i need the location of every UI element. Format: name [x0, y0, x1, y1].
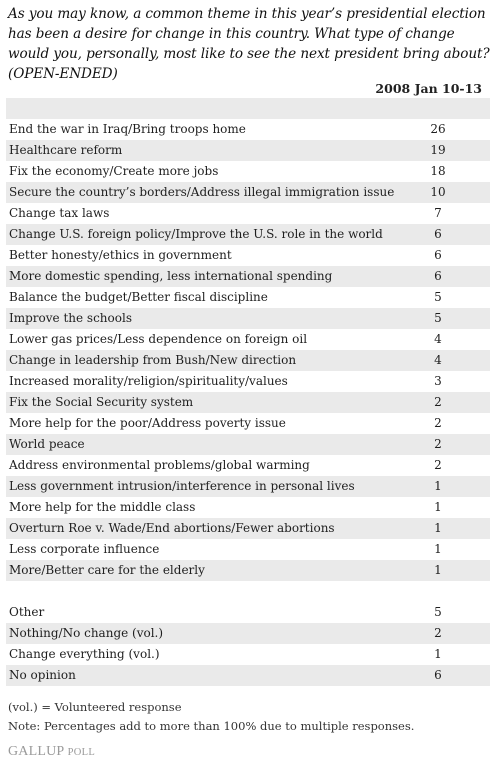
table-row — [6, 560, 490, 581]
table-row — [6, 224, 490, 245]
row-value: 6 — [434, 269, 442, 283]
row-label: More help for the middle class — [9, 500, 196, 514]
logo-brand: GALLUP — [8, 744, 64, 759]
other-rows — [6, 602, 490, 686]
table-row — [6, 455, 490, 476]
row-value: 1 — [434, 479, 442, 493]
table-row — [6, 161, 490, 182]
row-label: Address environmental problems/global warming — [9, 458, 310, 472]
row-label: Change everything (vol.) — [9, 647, 160, 661]
row-label: Better honesty/ethics in government — [9, 248, 232, 262]
row-label: Healthcare reform — [9, 143, 123, 157]
row-label: End the war in Iraq/Bring troops home — [9, 122, 246, 136]
row-label: Lower gas prices/Less dependence on foreign oil — [9, 332, 308, 346]
row-value: 1 — [434, 563, 442, 577]
row-value: 7 — [434, 206, 442, 220]
row-label: Nothing/No change (vol.) — [9, 626, 164, 640]
table-row — [6, 392, 490, 413]
row-value: 4 — [434, 332, 442, 346]
table-row — [6, 245, 490, 266]
table-row — [6, 665, 490, 686]
column-header-date: 2008 Jan 10-13 — [375, 81, 482, 96]
row-label: Overturn Roe v. Wade/End abortions/Fewer abortions — [9, 521, 335, 535]
row-value: 1 — [434, 647, 442, 661]
row-value: 1 — [434, 500, 442, 514]
row-value: 4 — [434, 353, 442, 367]
volunteered-note: (vol.) = Volunteered response — [8, 700, 182, 714]
table-row — [6, 602, 490, 623]
table-row — [6, 329, 490, 350]
row-label: Improve the schools — [9, 311, 132, 325]
table-row — [6, 434, 490, 455]
row-value: 2 — [434, 395, 442, 409]
row-label: More/Better care for the elderly — [9, 563, 205, 577]
row-value: 2 — [434, 416, 442, 430]
row-value: 1 — [434, 542, 442, 556]
table-row — [6, 350, 490, 371]
row-value: 18 — [430, 164, 446, 178]
table-row — [6, 287, 490, 308]
percentage-note: Note: Percentages add to more than 100% due to multiple responses. — [8, 719, 415, 733]
row-label: Change in leadership from Bush/New direction — [9, 353, 297, 367]
row-value: 5 — [434, 311, 442, 325]
table-row — [6, 476, 490, 497]
logo-poll: POLL — [67, 747, 96, 758]
row-label: Fix the economy/Create more jobs — [9, 164, 219, 178]
row-label: More domestic spending, less international spending — [9, 269, 333, 283]
row-value: 2 — [434, 458, 442, 472]
row-label: More help for the poor/Address poverty issue — [9, 416, 286, 430]
row-value: 5 — [434, 605, 442, 619]
table-row — [6, 644, 490, 665]
row-label: Fix the Social Security system — [9, 395, 194, 409]
row-value: 5 — [434, 290, 442, 304]
table-row — [6, 182, 490, 203]
row-label: Balance the budget/Better fiscal discipline — [9, 290, 268, 304]
row-value: 2 — [434, 437, 442, 451]
row-label: Secure the country’s borders/Address illegal immigration issue — [9, 185, 395, 199]
table-header-spacer-row — [6, 98, 490, 119]
footnotes — [8, 698, 490, 736]
table-row — [6, 371, 490, 392]
table-row — [6, 497, 490, 518]
row-label: Less corporate influence — [9, 542, 160, 556]
row-value: 6 — [434, 668, 442, 682]
row-label: Change U.S. foreign policy/Improve the U.S. role in the world — [9, 227, 383, 241]
table-row — [6, 413, 490, 434]
row-label: World peace — [9, 437, 85, 451]
row-value: 6 — [434, 248, 442, 262]
table-row — [6, 518, 490, 539]
row-label: Other — [9, 605, 45, 619]
row-value: 26 — [430, 122, 446, 136]
row-value: 3 — [434, 374, 442, 388]
gallup-poll-logo — [8, 744, 95, 760]
row-value: 10 — [430, 185, 446, 199]
row-value: 2 — [434, 626, 442, 640]
section-spacer — [6, 581, 490, 602]
row-label: Less government intrusion/interference in personal lives — [9, 479, 355, 493]
table-row — [6, 308, 490, 329]
table-row — [6, 539, 490, 560]
row-value: 19 — [430, 143, 446, 157]
survey-question: As you may know, a common theme in this year’s presidential election has been a desire for change in this country. What type of change would you, personally, most like to see the next president bring about? (OPEN-ENDED) — [8, 6, 490, 82]
table-row — [6, 119, 490, 140]
table-row — [6, 140, 490, 161]
row-label: Change tax laws — [9, 206, 110, 220]
row-value: 1 — [434, 521, 442, 535]
row-value: 6 — [434, 227, 442, 241]
table-row — [6, 266, 490, 287]
row-label: No opinion — [9, 668, 76, 682]
table-row — [6, 623, 490, 644]
row-label: Increased morality/religion/spirituality/values — [9, 374, 288, 388]
table-row — [6, 203, 490, 224]
main-rows — [6, 119, 490, 581]
results-table — [6, 98, 490, 686]
